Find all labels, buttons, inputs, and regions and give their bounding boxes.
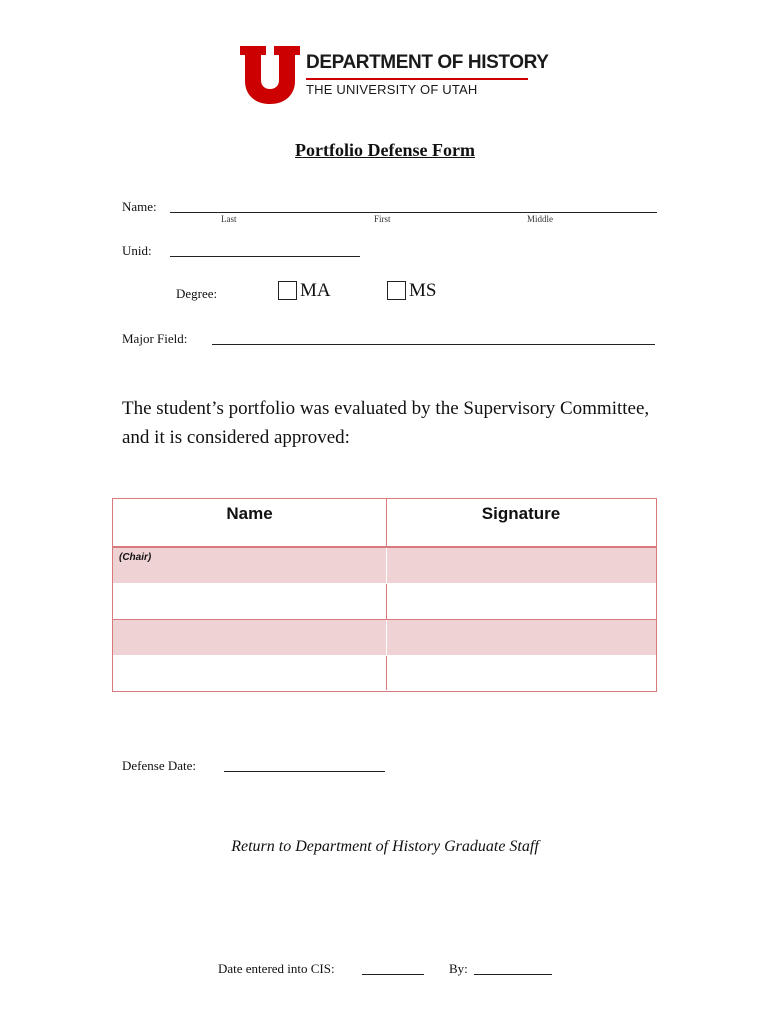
university-name: THE UNIVERSITY OF UTAH	[306, 82, 478, 97]
return-instruction: Return to Department of History Graduate Staff	[231, 838, 539, 855]
table-row	[113, 584, 656, 620]
committee-signature-cell[interactable]	[387, 548, 655, 583]
header-name-text: Name	[226, 504, 273, 523]
committee-name-cell[interactable]	[113, 620, 387, 655]
table-row	[113, 656, 656, 690]
defense-date-input-line[interactable]	[224, 771, 385, 772]
name-sub-label-last: Last	[221, 214, 237, 224]
university-of-utah-block-u-logo	[240, 46, 300, 104]
chair-label: (Chair)	[119, 552, 152, 563]
ma-option-label: MA	[300, 280, 331, 301]
header-cell-name	[113, 499, 387, 546]
major-field-input-line[interactable]	[212, 344, 655, 345]
name-label: Name:	[122, 199, 157, 214]
cis-date-label: Date entered into CIS:	[218, 961, 335, 976]
form-title: Portfolio Defense Form	[295, 140, 475, 160]
name-sub-label-first: First	[374, 214, 391, 224]
defense-date-label: Defense Date:	[122, 758, 196, 773]
cis-date-input-line[interactable]	[362, 974, 424, 975]
committee-signature-cell[interactable]	[387, 656, 655, 690]
header-signature-text: Signature	[481, 504, 561, 523]
degree-label: Degree:	[176, 286, 218, 301]
committee-signature-cell[interactable]	[387, 620, 655, 655]
approval-statement: The student’s portfolio was evaluated by the Supervisory Committee, and it is considered approved:	[122, 398, 650, 448]
department-name: DEPARTMENT OF HISTORY	[306, 52, 549, 73]
committee-name-cell[interactable]	[113, 584, 387, 619]
unid-label: Unid:	[122, 243, 152, 258]
committee-signature-cell[interactable]	[387, 584, 655, 619]
unid-input-line[interactable]	[170, 256, 360, 257]
ms-checkbox[interactable]	[387, 281, 406, 300]
table-row	[113, 548, 656, 584]
table-row	[113, 620, 656, 656]
ms-option-label: MS	[409, 280, 437, 301]
table-header-row	[113, 499, 656, 548]
logo-divider	[306, 78, 528, 80]
committee-name-cell[interactable]	[113, 656, 387, 690]
committee-table	[112, 498, 657, 692]
header-cell-signature	[387, 499, 655, 546]
name-input-line[interactable]	[170, 212, 657, 213]
by-label: By:	[449, 961, 468, 976]
by-input-line[interactable]	[474, 974, 552, 975]
ma-checkbox[interactable]	[278, 281, 297, 300]
committee-name-cell[interactable]	[113, 548, 387, 583]
name-sub-label-middle: Middle	[527, 214, 553, 224]
major-field-label: Major Field:	[122, 331, 188, 346]
